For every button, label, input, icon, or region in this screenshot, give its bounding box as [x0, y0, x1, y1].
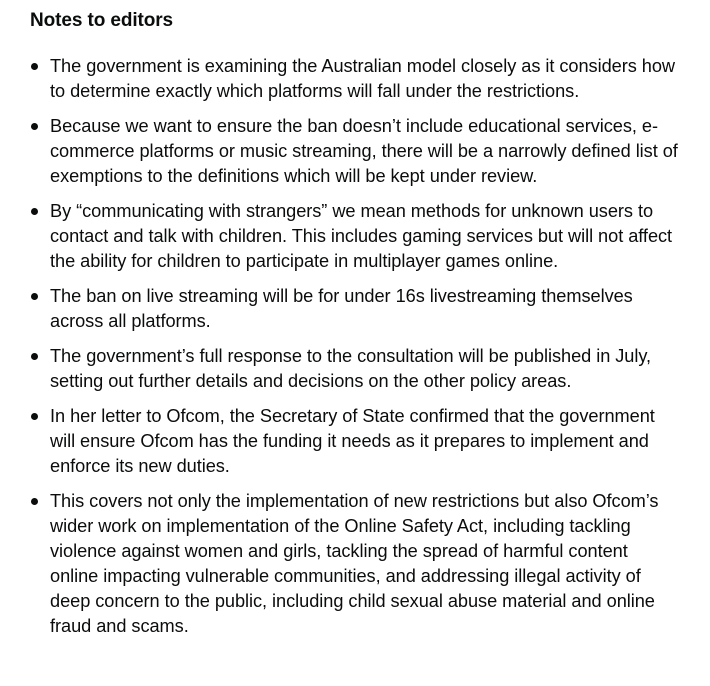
list-item: [30, 199, 680, 274]
bullet-icon: [31, 498, 38, 505]
bullet-icon: [31, 208, 38, 215]
list-item: [30, 284, 680, 334]
list-item: [30, 489, 680, 639]
bullet-icon: [31, 353, 38, 360]
bullet-icon: [31, 293, 38, 300]
list-item: [30, 54, 680, 104]
list-item-text: In her letter to Ofcom, the Secretary of State confirmed that the government will ensure Ofcom has the funding it needs as it prepares to implement and enforce its new duties.: [50, 406, 655, 476]
bullet-icon: [31, 413, 38, 420]
list-item-text: The government’s full response to the consultation will be published in July, setting out further details and decisions on the other policy areas.: [50, 346, 652, 391]
list-item-text: By “communicating with strangers” we mean methods for unknown users to contact and talk with children. This includes gaming services but will not affect the ability for children to participate in multiplayer games online.: [50, 201, 673, 271]
list-item-text: This covers not only the implementation of new restrictions but also Ofcom’s wider work on implementation of the Online Safety Act, including tackling violence against women and girls, tackling the spread of harmful content online impacting vulnerable communities, and addressing illegal activity of deep concern to the public, including child sexual abuse material and online fraud and scams.: [50, 491, 659, 636]
list-item-text: Because we want to ensure the ban doesn’t include educational services, e-commerce platforms or music streaming, there will be a narrowly defined list of exemptions to the definitions which will be kept under review.: [50, 116, 678, 186]
list-item: [30, 344, 680, 394]
list-item-text: The ban on live streaming will be for under 16s livestreaming themselves across all platforms.: [50, 286, 633, 331]
list-item: [30, 404, 680, 479]
list-item-text: The government is examining the Australian model closely as it considers how to determine exactly which platforms will fall under the restrictions.: [50, 56, 675, 101]
notes-list: [30, 54, 680, 649]
section-heading: Notes to editors: [30, 10, 174, 31]
bullet-icon: [31, 123, 38, 130]
list-item: [30, 114, 680, 189]
bullet-icon: [31, 63, 38, 70]
